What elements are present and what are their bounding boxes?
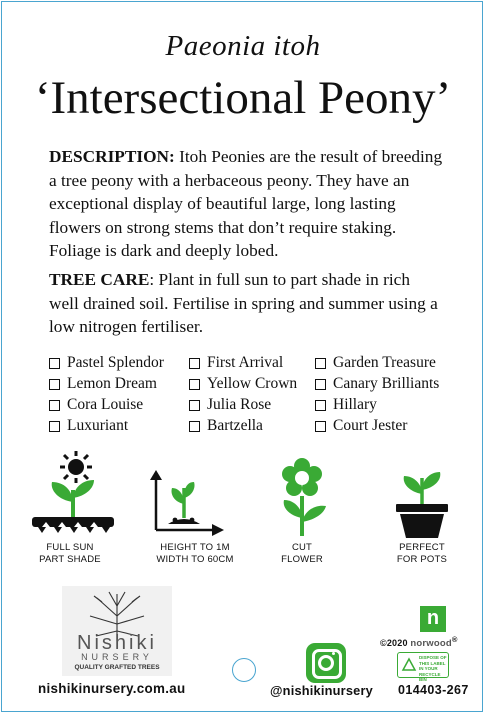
sun-label-line2: PART SHADE [39, 554, 101, 565]
checkbox-icon [315, 400, 326, 411]
variety-label: First Arrival [207, 354, 284, 371]
cut-flower-label [252, 542, 352, 566]
checkbox-icon [189, 358, 200, 369]
sun-label [20, 542, 120, 566]
logo-sub: NURSERY [81, 652, 153, 662]
variety-label: Luxuriant [67, 417, 129, 434]
nishiki-logo [62, 586, 172, 676]
checkbox-icon [315, 358, 326, 369]
product-code: 014403-267 [398, 683, 469, 697]
checkbox-icon [49, 421, 60, 432]
variety-item [189, 352, 315, 373]
recycle-badge [397, 652, 449, 682]
variety-item [315, 394, 465, 415]
variety-item [315, 352, 465, 373]
norwood-brand: norwood [410, 638, 452, 649]
sun-label-line1: FULL SUN [46, 542, 94, 553]
checkbox-icon [189, 400, 200, 411]
variety-item [189, 394, 315, 415]
cut-flower-label-line2: FLOWER [281, 554, 323, 565]
checkbox-icon [315, 379, 326, 390]
variety-label: Yellow Crown [207, 375, 298, 392]
description-heading: DESCRIPTION: [49, 147, 175, 166]
checkbox-icon [49, 358, 60, 369]
instagram-handle[interactable]: @nishikinursery [270, 683, 373, 698]
variety-label: Bartzella [207, 417, 263, 434]
pot-label-line2: FOR POTS [396, 554, 448, 565]
variety-item [189, 373, 315, 394]
variety-item [49, 394, 189, 415]
variety-label: Garden Treasure [333, 354, 436, 371]
variety-item [49, 415, 189, 436]
variety-list [49, 352, 469, 436]
variety-label: Hillary [333, 396, 377, 413]
description-text: Itoh Peonies are the result of breeding a tree peony with a herbaceous peony. They have an exceptional display of beautiful large, long lasting flowers on strong stems that don’t require staking. Foliage is dark and deeply lobed. [49, 147, 443, 261]
recycle-icon [401, 657, 417, 673]
description [49, 145, 444, 263]
logo-tagline: QUALITY GRAFTED TREES [74, 664, 160, 671]
sun-plant-icon [28, 450, 118, 538]
copyright-text: ©2020 [380, 638, 411, 648]
variety-label: Lemon Dream [67, 375, 157, 392]
variety-item [49, 373, 189, 394]
norwood-copyright [380, 635, 458, 649]
variety-item [49, 352, 189, 373]
cut-flower-icon [272, 456, 332, 540]
height-label-line2: WIDTH TO 60CM [156, 554, 234, 565]
maple-leaf-icon [62, 586, 172, 676]
pot-label [372, 542, 472, 566]
checkbox-icon [49, 400, 60, 411]
checkbox-icon [49, 379, 60, 390]
botanical-name: Paeonia itoh [165, 30, 321, 62]
variety-label: Pastel Splendor [67, 354, 164, 371]
registered-mark: ® [451, 635, 458, 644]
norwood-logo: n [420, 606, 446, 632]
circle-mark [232, 658, 256, 682]
variety-item [315, 373, 465, 394]
tree-care [49, 268, 444, 339]
height-label [140, 542, 250, 566]
tree-care-text: : Plant in full sun to part shade in rich well drained soil. Fertilise in spring and summer using a low nitrogen fertiliser. [49, 270, 438, 337]
cut-flower-label-line1: CUT [291, 542, 313, 553]
checkbox-icon [315, 421, 326, 432]
pot-label-line1: PERFECT [399, 542, 445, 553]
variety-label: Cora Louise [67, 396, 144, 413]
variety-item [315, 415, 465, 436]
checkbox-icon [189, 421, 200, 432]
height-width-icon [148, 468, 228, 536]
common-name: ‘Intersectional Peony’ [34, 72, 452, 124]
recycle-text: DISPOSE OF THIS LABEL IN YOUR RECYCLE BIN [419, 655, 447, 682]
pot-icon [392, 460, 452, 540]
website[interactable]: nishikinursery.com.au [38, 681, 186, 696]
variety-label: Court Jester [333, 417, 408, 434]
variety-label: Julia Rose [207, 396, 272, 413]
checkbox-icon [189, 379, 200, 390]
logo-brand: Nishiki [77, 632, 157, 654]
tree-care-heading: TREE CARE [49, 270, 150, 289]
variety-item [189, 415, 315, 436]
instagram-icon[interactable] [306, 643, 346, 683]
variety-label: Canary Brilliants [333, 375, 440, 392]
height-label-line1: HEIGHT TO 1M [160, 542, 230, 553]
